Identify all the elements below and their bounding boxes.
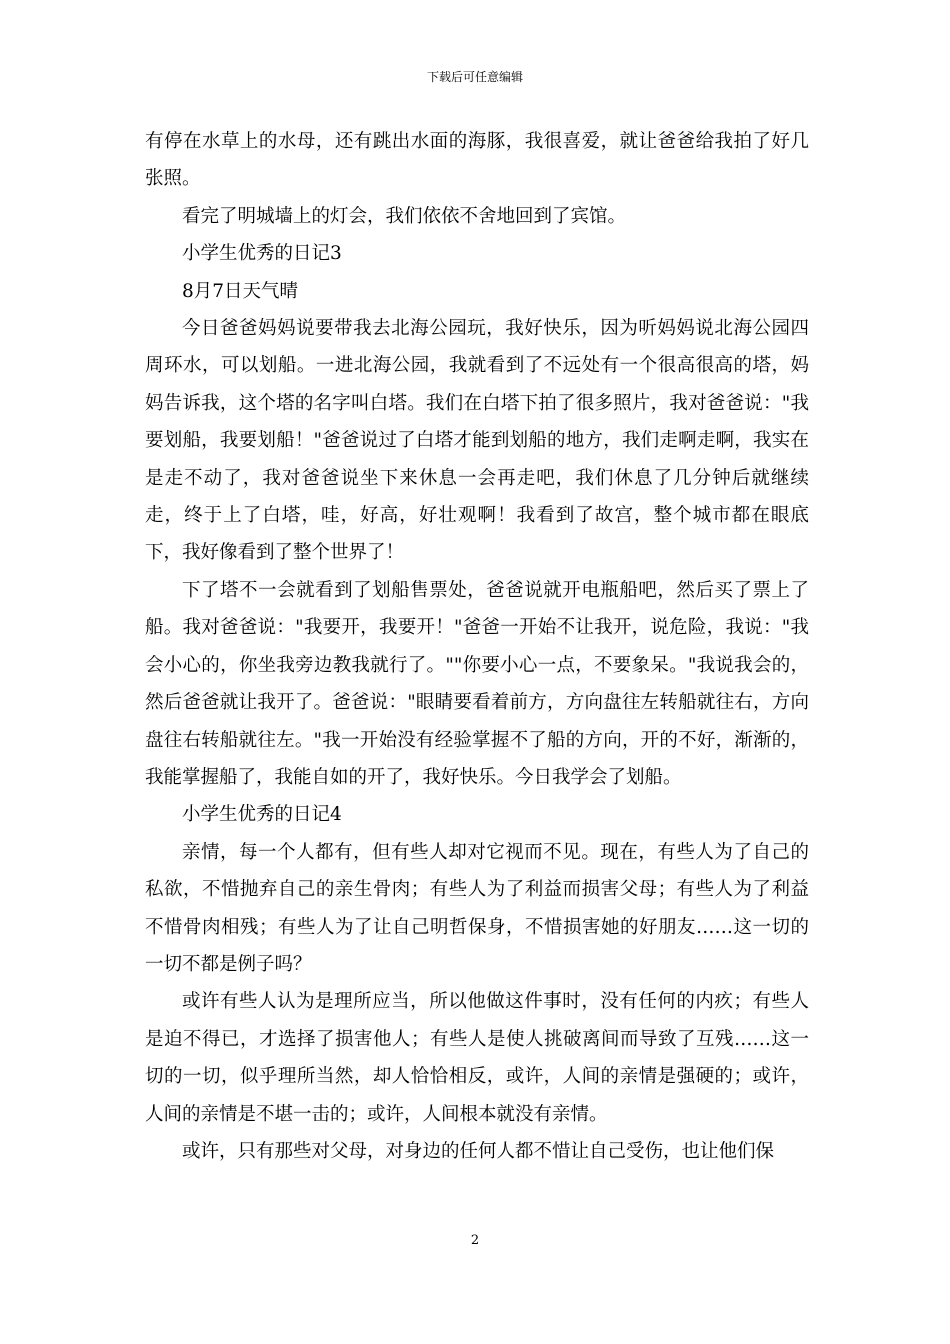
paragraph: 看完了明城墙上的灯会，我们依依不舍地回到了宾馆。	[182, 205, 627, 227]
page-number: 2	[470, 1233, 480, 1248]
page-header: 下载后可任意编辑	[426, 70, 523, 84]
paragraph: 或许，只有那些对父母，对身边的任何人都不惜让自己受伤，也让他们保	[182, 1140, 775, 1162]
paragraph: 小学生优秀的日记4	[182, 804, 342, 826]
paragraph: 下了塔不一会就看到了划船售票处，爸爸说就开电瓶船吧，然后买了票上了船。我对爸爸说："我要开，我要开！"爸爸一开始不让我开，说危险，我说："我会小心的，你坐我旁边教我就行了。""你要小心一点，不要象呆。"我说我会的，然后爸爸就让我开了。爸爸说："眼睛要看着前方，方向盘往左转船就往右，方向盘往右转船就往左。"我一开始没有经验掌握不了船的方向，开的不好，渐渐的，我能掌握船了，我能自如的开了，我好快乐。今日我学会了划船。	[145, 579, 809, 788]
paragraph: 小学生优秀的日记3	[182, 243, 342, 265]
paragraph: 8月7日天气晴	[182, 280, 299, 302]
paragraph: 今日爸爸妈妈说要带我去北海公园玩，我好快乐，因为听妈妈说北海公园四周环水，可以划船。一进北海公园，我就看到了不远处有一个很高很高的塔，妈妈告诉我，这个塔的名字叫白塔。我们在白塔下拍了很多照片，我对爸爸说："我要划船，我要划船！"爸爸说过了白塔才能到划船的地方，我们走啊走啊，我实在是走不动了，我对爸爸说坐下来休息一会再走吧，我们休息了几分钟后就继续走，终于上了白塔，哇，好高，好壮观啊！我看到了故宫，整个城市都在眼底下，我好像看到了整个世界了！	[145, 318, 809, 564]
paragraph: 亲情，每一个人都有，但有些人却对它视而不见。现在，有些人为了自己的私欲，不惜抛弃自己的亲生骨肉；有些人为了利益而损害父母；有些人为了利益不惜骨肉相残；有些人为了让自己明哲保身，不惜损害她的好朋友……这一切的一切不都是例子吗？	[145, 841, 809, 975]
paragraph: 或许有些人认为是理所应当，所以他做这件事时，没有任何的内疚；有些人是迫不得已，才选择了损害他人；有些人是使人挑破离间而导致了互残……这一切的一切，似乎理所当然，却人恰恰相反，或许，人间的亲情是强硬的；或许，人间的亲情是不堪一击的；或许，人间根本就没有亲情。	[145, 991, 809, 1125]
paragraph: 有停在水草上的水母，还有跳出水面的海豚，我很喜爱，就让爸爸给我拍了好几张照。	[145, 131, 809, 190]
document-body	[145, 123, 809, 1170]
